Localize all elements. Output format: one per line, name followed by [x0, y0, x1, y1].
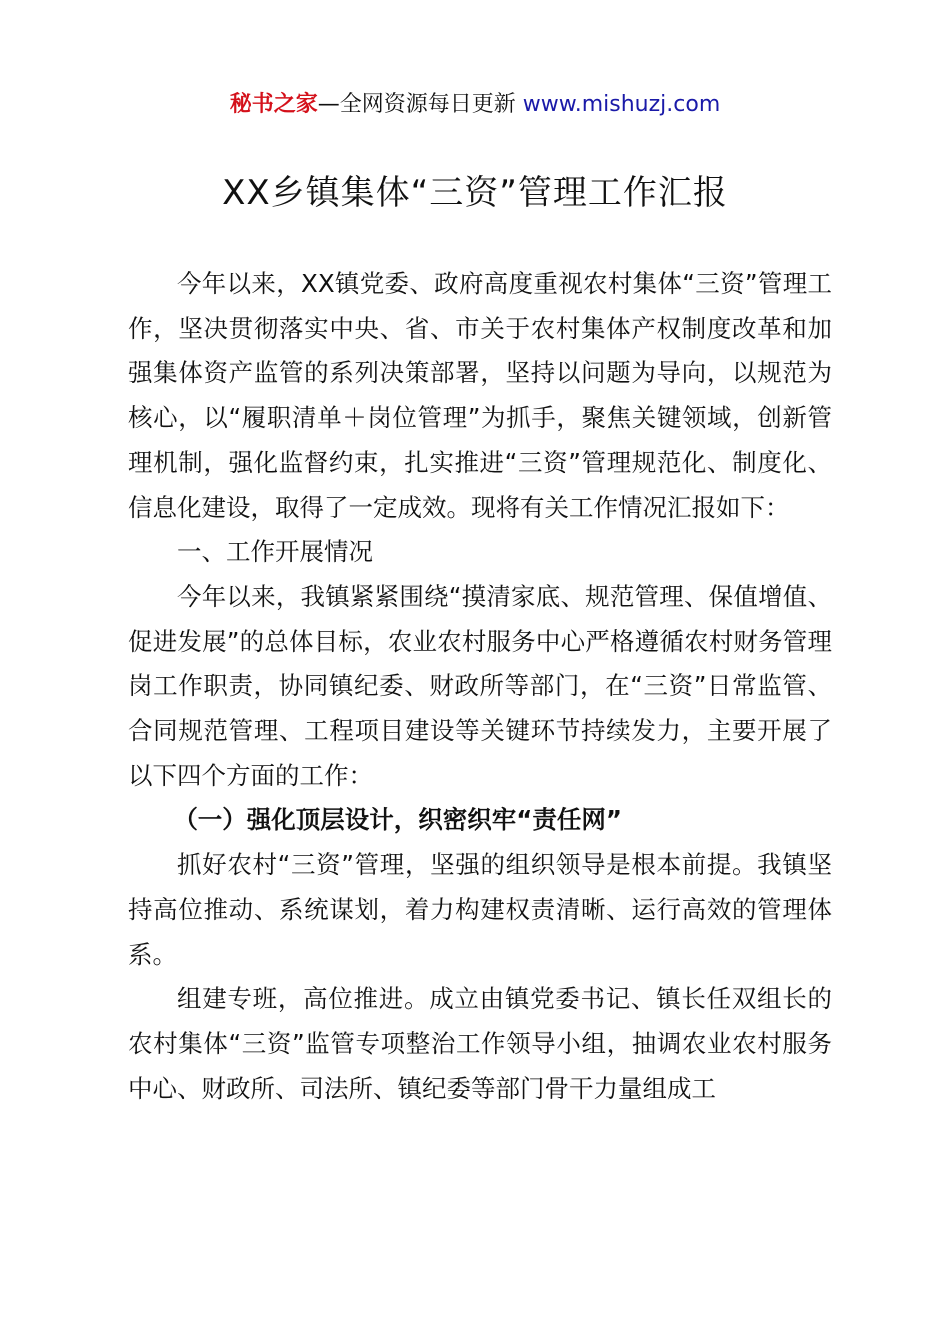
intro-paragraph: 今年以来，XX镇党委、政府高度重视农村集体“三资”管理工作，坚决贯彻落实中央、省、市关于农村集体产权制度改革和加强集体资产监管的系列决策部署，坚持以问题为导向，以规范为核心，以“履职清单＋岗位管理”为抓手，聚焦关键领域，创新管理机制，强化监督约束，扎实推进“三资”管理规范化、制度化、信息化建设，取得了一定成效。现将有关工作情况汇报如下：	[128, 269, 832, 522]
site-url-link[interactable]: www.mishuzj.com	[522, 92, 721, 117]
body-paragraph: 组建专班，高位推进。成立由镇党委书记、镇长任双组长的农村集体“三资”监管专项整治工作领导小组，抽调农业农村服务中心、财政所、司法所、镇纪委等部门骨干力量组成工	[128, 984, 832, 1103]
section-heading: 一、工作开展情况	[177, 537, 373, 567]
document-title: XX乡镇集体“三资”管理工作汇报	[222, 173, 728, 213]
body-paragraph: 今年以来，我镇紧紧围绕“摸清家底、规范管理、保值增值、促进发展”的总体目标，农业农村服务中心严格遵循农村财务管理岗工作职责，协同镇纪委、财政所等部门，在“三资”日常监管、合同规范管理、工程项目建设等关键环节持续发力，主要开展了以下四个方面的工作：	[128, 581, 832, 790]
site-brand: 秘书之家	[229, 92, 318, 117]
document-body	[128, 262, 832, 1111]
site-header	[0, 88, 950, 122]
subsection-heading: （一）强化顶层设计，织密织牢“责任网”	[173, 805, 623, 835]
body-paragraph: 抓好农村“三资”管理，坚强的组织领导是根本前提。我镇坚持高位推动、系统谋划，着力构建权责清晰、运行高效的管理体系。	[128, 850, 832, 969]
site-tagline: —全网资源每日更新	[317, 92, 516, 117]
